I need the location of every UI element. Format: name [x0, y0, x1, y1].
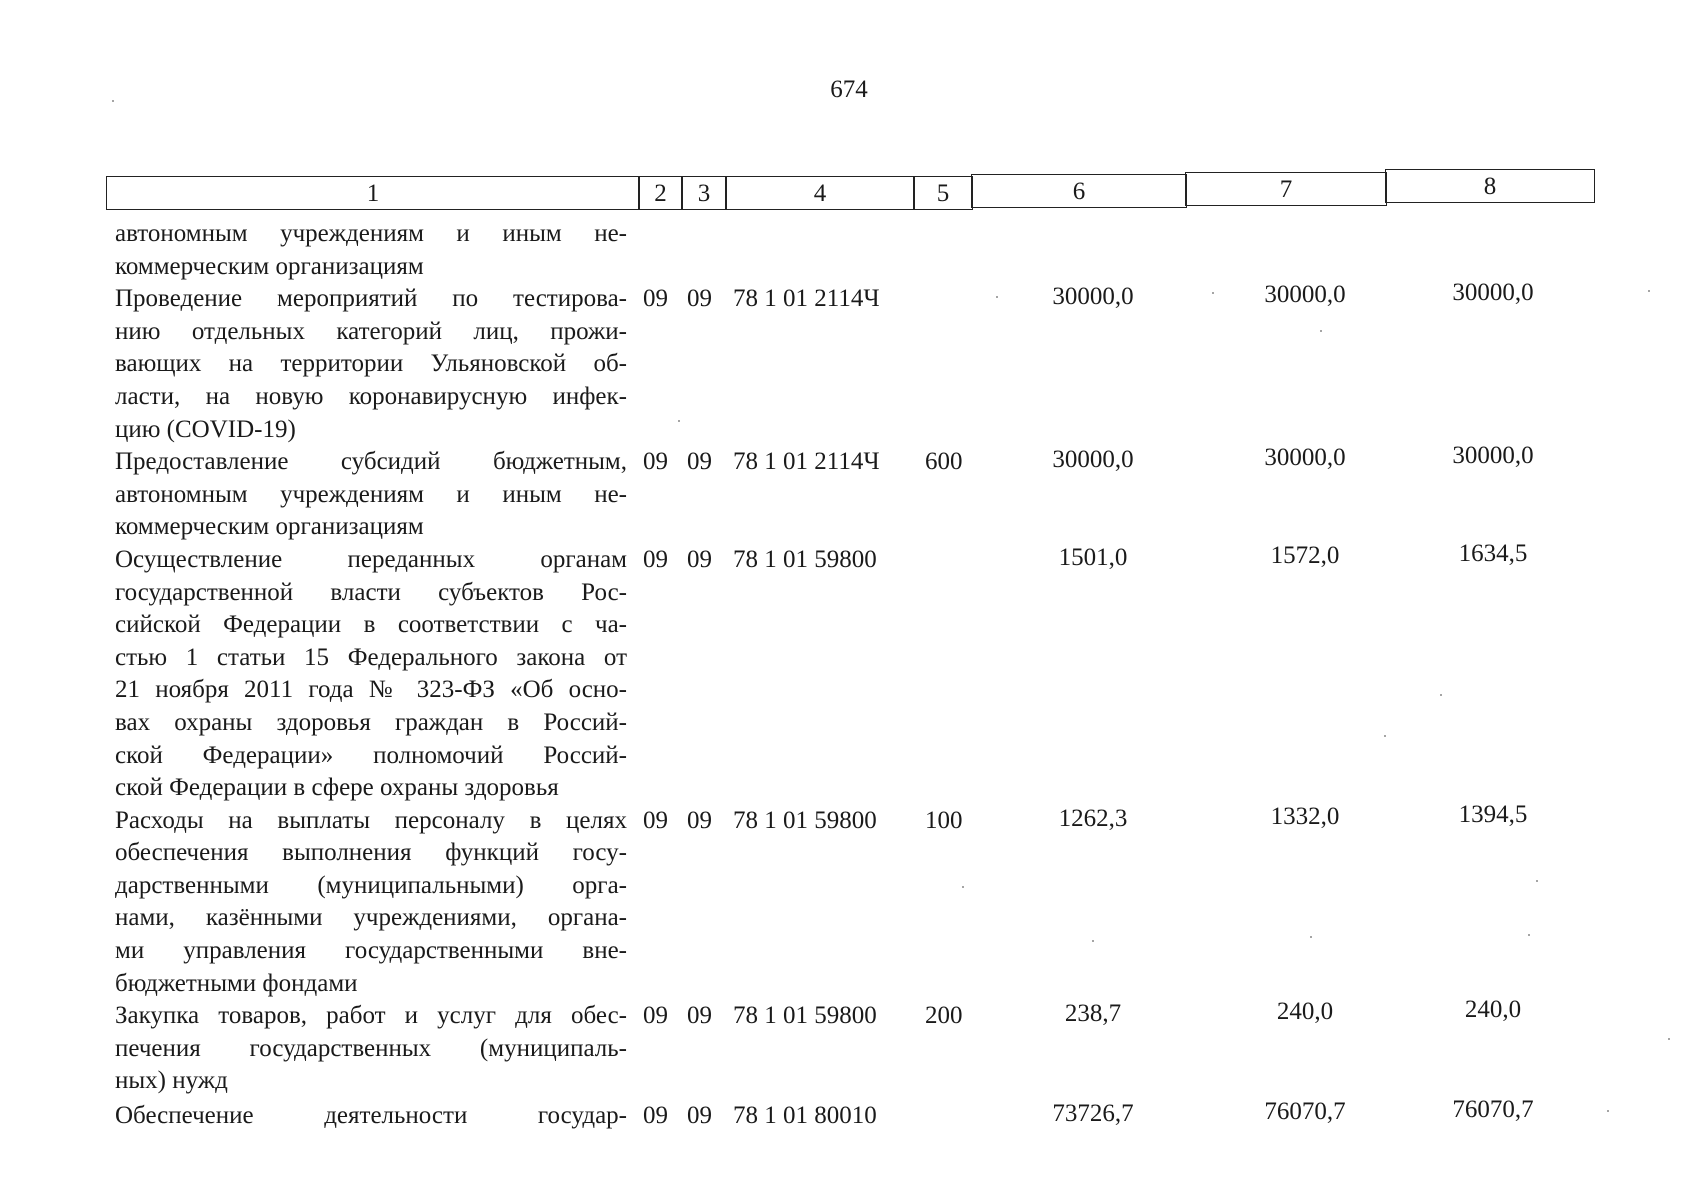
row-description [115, 283, 627, 446]
table-row [0, 996, 1698, 1098]
header-cell-5: 5 [913, 176, 973, 210]
scan-speck [1310, 936, 1312, 938]
description-line: ской Федерации в сфере охраны здоровья [115, 774, 559, 802]
subsection-code: 09 [687, 1102, 712, 1130]
description-line: Расходы на выплаты персоналу в целях [115, 806, 627, 834]
row-description [115, 544, 627, 805]
scan-speck [112, 100, 114, 102]
row-description [115, 1100, 627, 1133]
scan-speck [996, 296, 998, 298]
page-number: 674 [830, 76, 868, 103]
section-code: 09 [643, 285, 668, 313]
description-line: нию отдельных категорий лиц, прожи- [115, 317, 627, 345]
description-line: нами, казёнными учреждениями, органа- [115, 904, 627, 932]
amount-col-8: 240,0 [1464, 996, 1522, 1024]
table-row [0, 539, 1698, 805]
table-row [0, 218, 1698, 283]
scan-speck [962, 886, 964, 888]
section-code: 09 [643, 448, 668, 476]
description-line: сийской Федерации в соответствии с ча- [115, 611, 627, 639]
expense-type-code: 200 [925, 1002, 963, 1030]
table-body [0, 218, 1698, 1133]
scan-speck [1384, 735, 1386, 737]
row-description [115, 446, 627, 544]
amount-col-8: 30000,0 [1452, 279, 1534, 307]
scan-speck [1668, 1038, 1670, 1040]
description-line: Осуществление переданных органам [115, 545, 627, 573]
amount-col-8: 30000,0 [1452, 442, 1534, 470]
section-code: 09 [643, 1102, 668, 1130]
description-line: Проведение мероприятий по тестирова- [115, 285, 627, 313]
description-line: коммерческим организациям [115, 513, 424, 541]
description-line: автономным учреждениям и иным не- [115, 480, 627, 508]
description-line: Закупка товаров, работ и услуг для обес- [115, 1002, 627, 1030]
target-article-code: 78 1 01 2114Ч [733, 448, 880, 476]
amount-col-8: 1394,5 [1458, 800, 1528, 828]
description-line: цию (COVID-19) [115, 415, 296, 443]
amount-col-6: 30000,0 [1052, 283, 1134, 311]
amount-col-7: 1572,0 [1270, 541, 1340, 569]
description-line: Предоставление субсидий бюджетным, [115, 448, 627, 476]
description-line: коммерческим организациям [115, 252, 424, 280]
description-line: ласти, на новую коронавирусную инфек- [115, 382, 627, 410]
description-line: ных) нужд [115, 1067, 228, 1095]
amount-col-6: 73726,7 [1052, 1100, 1134, 1128]
scan-speck [1536, 880, 1538, 882]
target-article-code: 78 1 01 80010 [733, 1102, 877, 1130]
subsection-code: 09 [687, 448, 712, 476]
header-cell-8: 8 [1385, 169, 1595, 203]
description-line: ской Федерации» полномочий Россий- [115, 741, 627, 769]
row-description [115, 1000, 627, 1098]
target-article-code: 78 1 01 59800 [733, 806, 877, 834]
description-line: печения государственных (муниципаль- [115, 1034, 627, 1062]
amount-col-6: 1501,0 [1058, 543, 1128, 571]
expense-type-code: 100 [925, 806, 963, 834]
amount-col-8: 76070,7 [1452, 1096, 1534, 1124]
scan-speck [1320, 330, 1322, 332]
description-line: стью 1 статьи 15 Федерального закона от [115, 643, 627, 671]
header-cell-3: 3 [681, 176, 727, 210]
description-line: вах охраны здоровья граждан в Россий- [115, 708, 627, 736]
section-code: 09 [643, 806, 668, 834]
table-row [0, 442, 1698, 544]
table-row [0, 800, 1698, 1001]
section-code: 09 [643, 545, 668, 573]
header-cell-2: 2 [638, 176, 683, 210]
header-cell-4: 4 [725, 176, 915, 210]
amount-col-6: 238,7 [1064, 1000, 1122, 1028]
subsection-code: 09 [687, 285, 712, 313]
amount-col-6: 1262,3 [1058, 804, 1128, 832]
amount-col-7: 240,0 [1276, 998, 1334, 1026]
table-row [0, 279, 1698, 446]
scan-speck [1648, 290, 1650, 292]
description-line: Обеспечение деятельности государ- [115, 1102, 627, 1130]
amount-col-7: 1332,0 [1270, 802, 1340, 830]
target-article-code: 78 1 01 59800 [733, 1002, 877, 1030]
header-cell-7: 7 [1185, 172, 1387, 206]
amount-col-8: 1634,5 [1458, 539, 1528, 567]
amount-col-7: 76070,7 [1264, 1098, 1346, 1126]
header-cell-1: 1 [106, 176, 640, 210]
subsection-code: 09 [687, 806, 712, 834]
description-line: вающих на территории Ульяновской об- [115, 350, 627, 378]
scan-speck [1212, 292, 1214, 294]
expense-type-code: 600 [925, 448, 963, 476]
description-line: автономным учреждениям и иным не- [115, 220, 627, 247]
description-line: дарственными (муниципальными) орга- [115, 871, 627, 899]
amount-col-7: 30000,0 [1264, 281, 1346, 309]
header-cell-6: 6 [971, 174, 1187, 208]
description-line: обеспечения выполнения функций госу- [115, 839, 627, 867]
description-line: бюджетными фондами [115, 969, 358, 997]
description-line: ми управления государственными вне- [115, 937, 627, 965]
table-row [0, 1096, 1698, 1133]
row-description [115, 805, 627, 1001]
scan-speck [1607, 1110, 1609, 1112]
amount-col-7: 30000,0 [1264, 444, 1346, 472]
target-article-code: 78 1 01 2114Ч [733, 285, 880, 313]
target-article-code: 78 1 01 59800 [733, 545, 877, 573]
description-line: 21 ноября 2011 года № 323-ФЗ «Об осно- [115, 676, 627, 704]
subsection-code: 09 [687, 1002, 712, 1030]
row-description [115, 218, 627, 283]
scan-speck [1440, 694, 1442, 696]
scan-speck [678, 420, 680, 422]
description-line: государственной власти субъектов Рос- [115, 578, 627, 606]
scan-speck [1528, 934, 1530, 936]
amount-col-6: 30000,0 [1052, 446, 1134, 474]
subsection-code: 09 [687, 545, 712, 573]
scan-speck [1092, 940, 1094, 942]
section-code: 09 [643, 1002, 668, 1030]
